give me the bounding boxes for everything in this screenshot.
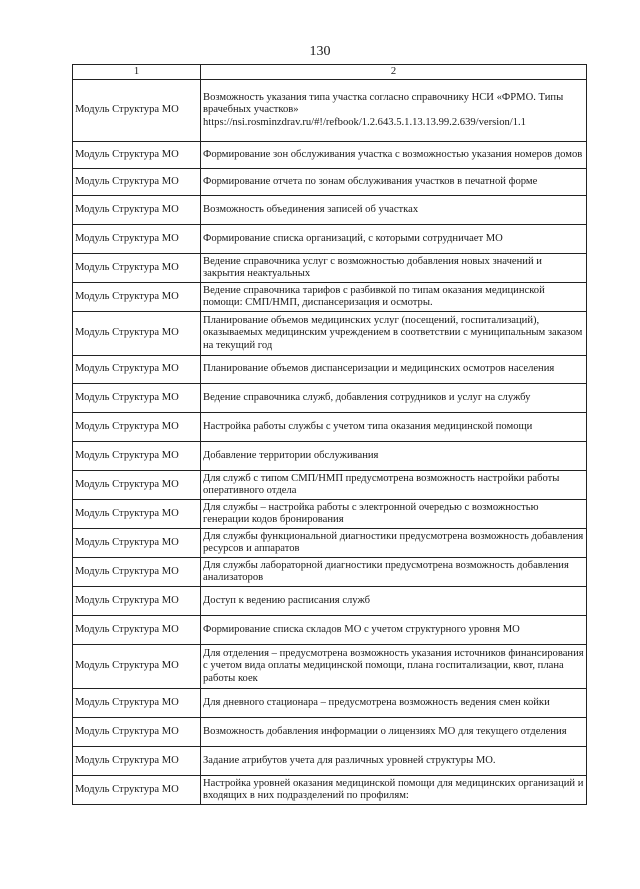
description-cell: Для дневного стационара – предусмотрена возможность ведения смен койки [201,689,587,718]
description-cell: Возможность добавления информации о лицензиях МО для текущего отделения [201,718,587,747]
description-cell: Для служб с типом СМП/НМП предусмотрена возможность настройки работы оперативного отдела [201,471,587,500]
module-cell: Модуль Структура МО [73,616,201,645]
table-row [73,616,587,645]
table-row [73,776,587,805]
description-cell: Формирование списка складов МО с учетом структурного уровня МО [201,616,587,645]
description-cell: Для службы – настройка работы с электронной очередью с возможностью генерации кодов бронирования [201,500,587,529]
table-row [73,225,587,254]
module-cell: Модуль Структура МО [73,196,201,225]
description-cell: Настройка работы службы с учетом типа оказания медицинской помощи [201,413,587,442]
module-cell: Модуль Структура МО [73,442,201,471]
module-cell: Модуль Структура МО [73,747,201,776]
column-header-1: 1 [73,65,201,80]
module-cell: Модуль Структура МО [73,80,201,142]
table-row [73,500,587,529]
table-row [73,254,587,283]
description-cell: Формирование отчета по зонам обслуживания участков в печатной форме [201,169,587,196]
table-row [73,356,587,384]
table-row [73,312,587,356]
module-cell: Модуль Структура МО [73,645,201,689]
module-cell: Модуль Структура МО [73,529,201,558]
description-cell: Возможность указания типа участка согласно справочнику НСИ «ФРМО. Типы врачебных участков» https://nsi.rosminzdrav.ru/#!/refbook/1.2.643.5.1.13.13.99.2.639/version/1.1 [201,80,587,142]
table-row [73,384,587,413]
table-row [73,645,587,689]
table-row [73,747,587,776]
requirements-table [72,64,587,805]
module-cell: Модуль Структура МО [73,225,201,254]
table-row [73,413,587,442]
table-row [73,529,587,558]
module-cell: Модуль Структура МО [73,718,201,747]
table-row [73,169,587,196]
description-cell: Формирование зон обслуживания участка с возможностью указания номеров домов [201,142,587,169]
module-cell: Модуль Структура МО [73,142,201,169]
module-cell: Модуль Структура МО [73,413,201,442]
description-cell: Планирование объемов диспансеризации и медицинских осмотров населения [201,356,587,384]
table-row [73,587,587,616]
table-row [73,442,587,471]
module-cell: Модуль Структура МО [73,254,201,283]
module-cell: Модуль Структура МО [73,587,201,616]
module-cell: Модуль Структура МО [73,312,201,356]
module-cell: Модуль Структура МО [73,500,201,529]
module-cell: Модуль Структура МО [73,776,201,805]
description-cell: Для службы функциональной диагностики предусмотрена возможность добавления ресурсов и аппаратов [201,529,587,558]
table-row [73,471,587,500]
module-cell: Модуль Структура МО [73,356,201,384]
description-cell: Доступ к ведению расписания служб [201,587,587,616]
module-cell: Модуль Структура МО [73,558,201,587]
table-row [73,80,587,142]
description-cell: Для службы лабораторной диагностики предусмотрена возможность добавления анализаторов [201,558,587,587]
table-row [73,283,587,312]
description-cell: Настройка уровней оказания медицинской помощи для медицинских организаций и входящих в них подразделений по профилям: [201,776,587,805]
description-cell: Ведение справочника служб, добавления сотрудников и услуг на службу [201,384,587,413]
description-cell: Планирование объемов медицинских услуг (посещений, госпитализаций), оказываемых медицинским учреждением в соответствии с муниципальным заказом на текущий год [201,312,587,356]
column-header-2: 2 [201,65,587,80]
module-cell: Модуль Структура МО [73,384,201,413]
table-row [73,196,587,225]
description-cell: Возможность объединения записей об участках [201,196,587,225]
description-cell: Добавление территории обслуживания [201,442,587,471]
table-row [73,142,587,169]
description-cell: Ведение справочника тарифов с разбивкой по типам оказания медицинской помощи: СМП/НМП, диспансеризация и осмотры. [201,283,587,312]
module-cell: Модуль Структура МО [73,283,201,312]
module-cell: Модуль Структура МО [73,471,201,500]
table-row [73,558,587,587]
table-row [73,689,587,718]
description-cell: Ведение справочника услуг с возможностью добавления новых значений и закрытия неактуальных [201,254,587,283]
description-cell: Для отделения – предусмотрена возможность указания источников финансирования с учетом вида оплаты медицинской помощи, плана госпитализации, квот, плана работы коек [201,645,587,689]
module-cell: Модуль Структура МО [73,169,201,196]
table-row [73,718,587,747]
table-header-row [73,65,587,80]
module-cell: Модуль Структура МО [73,689,201,718]
description-cell: Формирование списка организаций, с которыми сотрудничает МО [201,225,587,254]
page-number: 130 [309,44,331,59]
description-cell: Задание атрибутов учета для различных уровней структуры МО. [201,747,587,776]
